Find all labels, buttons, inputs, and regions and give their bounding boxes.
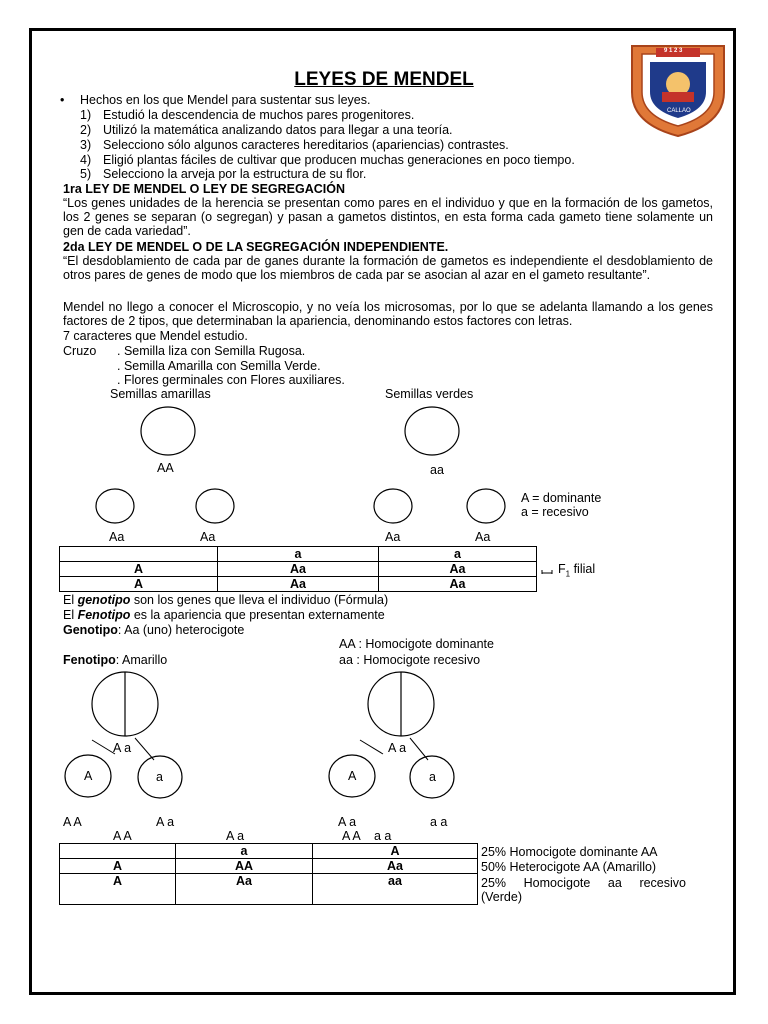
table-row — [60, 874, 478, 905]
fact-number: 1) — [80, 108, 92, 122]
table-cell: A — [313, 844, 478, 859]
table-cell: Aa — [176, 874, 313, 905]
bullet-icon: • — [60, 93, 65, 107]
gamete-label: Aa — [109, 530, 125, 544]
fact-number: 5) — [80, 167, 92, 181]
table-cell: A — [60, 859, 176, 874]
fact-number: 2) — [80, 123, 92, 137]
def-term: Fenotipo — [77, 608, 131, 622]
cruzo-item: . Semilla liza con Semilla Rugosa. — [117, 344, 306, 358]
law1-text: “Los genes unidades de la herencia se presentan como pares en el individuo y que en la formación de los gametos, los 2 genes se separan (o segregan) y pasan a gametos distintos, en esta forma cada gameto tiene solamente un gen de cada variedad”. — [63, 196, 713, 238]
table-cell — [60, 844, 176, 859]
legend-dominant: A = dominante — [521, 491, 602, 505]
fact-text: Utilizó la matemática analizando datos para llegar a una teoría. — [103, 123, 453, 137]
parent-circle-green — [405, 407, 459, 455]
f1-filial-label — [558, 562, 595, 582]
table-cell: Aa — [218, 577, 379, 592]
def-body: son los genes que lleva el individuo (Fórmula) — [130, 593, 389, 607]
offspring-label: A A — [113, 829, 132, 843]
gamete-circle — [374, 489, 412, 523]
genotipo-label: Genotipo — [63, 623, 118, 637]
microscope-text: Mendel no llego a conocer el Microscopio, y no veía los microsomas, por lo que se adelanta llamando a los genes factores de 2 tipos, que determinaban la apariencia, denominando estos factores con letras. — [63, 300, 713, 328]
f1-subscript: 1 — [565, 569, 571, 579]
fact-number: 4) — [80, 153, 92, 167]
characters-line: 7 caracteres que Mendel estudio. — [63, 329, 248, 343]
table-cell: A — [60, 562, 218, 577]
fenotipo-line — [63, 653, 167, 667]
table-row — [60, 577, 537, 592]
offspring-label: A A — [63, 815, 82, 829]
law1-heading: 1ra LEY DE MENDEL O LEY DE SEGREGACIÓN — [63, 182, 346, 196]
table-cell — [60, 547, 218, 562]
allele-label: A — [84, 769, 93, 783]
table-cell: Aa — [379, 562, 537, 577]
offspring-label: A a — [338, 815, 357, 829]
punnett-table-1 — [59, 546, 537, 592]
table-row — [60, 562, 537, 577]
table-row — [60, 859, 478, 874]
fenotipo-label: Fenotipo — [63, 653, 116, 667]
table-cell: Aa — [218, 562, 379, 577]
offspring-label: A A a a — [342, 829, 392, 843]
ratio-note: 25% Homocigote aa recesivo (Verde) — [481, 876, 690, 904]
table-cell: AA — [176, 859, 313, 874]
fact-text: Eligió plantas fáciles de cultivar que producen muchas generaciones en poco tiempo. — [103, 153, 575, 167]
gamete-circle — [96, 489, 134, 523]
ratio-note: 50% Heterocigote AA (Amarillo) — [481, 860, 657, 874]
genotipo-line — [63, 623, 244, 637]
punnett-table-2 — [59, 843, 478, 905]
genotipo-definition — [63, 593, 388, 607]
law2-heading: 2da LEY DE MENDEL O DE LA SEGREGACIÓN INDEPENDIENTE. — [63, 240, 449, 254]
def-term: genotipo — [77, 593, 131, 607]
table-row — [60, 844, 478, 859]
parent-label: A a — [388, 741, 407, 755]
diagram1-left-label: Semillas amarillas — [110, 387, 211, 401]
table-cell: A — [60, 874, 176, 905]
diagram1-right-label: Semillas verdes — [385, 387, 474, 401]
legend-recessive: a = recesivo — [521, 505, 589, 519]
intro-text: Hechos en los que Mendel para sustentar sus leyes. — [80, 93, 371, 107]
gamete-label: Aa — [475, 530, 491, 544]
genotipo-value: : Aa (uno) heterocigote — [117, 623, 245, 637]
homocigote-recessive: aa : Homocigote recesivo — [339, 653, 481, 667]
allele-label: a — [429, 770, 436, 784]
table-cell: Aa — [313, 859, 478, 874]
def-body: es la apariencia que presentan externamente — [130, 608, 385, 622]
parent-genotype-right: aa — [430, 463, 444, 477]
fenotipo-value: : Amarillo — [115, 653, 168, 667]
offspring-label: a a — [430, 815, 448, 829]
offspring-label: A a — [156, 815, 175, 829]
fact-number: 3) — [80, 138, 92, 152]
table-cell: a — [379, 547, 537, 562]
table-cell: Aa — [379, 577, 537, 592]
logo-bottom-text: CALLAO — [667, 108, 691, 114]
cruzo-item: . Semilla Amarilla con Semilla Verde. — [117, 359, 321, 373]
gamete-label: Aa — [200, 530, 216, 544]
gamete-circle — [196, 489, 234, 523]
parent-genotype-left: AA — [157, 461, 174, 475]
page-title: LEYES DE MENDEL — [294, 69, 474, 90]
homocigote-dominant: AA : Homocigote dominante — [339, 637, 494, 651]
table-cell: a — [218, 547, 379, 562]
table-cell: a — [176, 844, 313, 859]
allele-label: A — [348, 769, 357, 783]
logo-top-text: 9 1 2 3 — [664, 48, 683, 54]
def-prefix: El — [63, 593, 78, 607]
gamete-circle — [467, 489, 505, 523]
cruzo-item: . Flores germinales con Flores auxiliares. — [117, 373, 345, 387]
f1-letter: F — [558, 562, 566, 576]
law2-text: “El desdoblamiento de cada par de ganes durante la formación de gametos es independiente el desdoblamiento de otros pares de genes de modo que los miembros de cada par se asocian al azar en el gameto resultante”. — [63, 254, 713, 282]
cruzo-label: Cruzo — [63, 344, 97, 358]
parent-circle-yellow — [141, 407, 195, 455]
fact-text: Estudió la descendencia de muchos pares progenitores. — [103, 108, 415, 122]
fact-text: Selecciono la arveja por la estructura de su flor. — [103, 167, 367, 181]
ratio-note: 25% Homocigote dominante AA — [481, 845, 658, 859]
table-cell: aa — [313, 874, 478, 905]
offspring-label: A a — [226, 829, 245, 843]
parent-label: A a — [113, 741, 132, 755]
table-row — [60, 547, 537, 562]
fenotipo-definition — [63, 608, 385, 622]
allele-label: a — [156, 770, 163, 784]
fact-text: Selecciono sólo algunos caracteres hereditarios (apariencias) contrastes. — [103, 138, 509, 152]
def-prefix: El — [63, 608, 78, 622]
table-cell: A — [60, 577, 218, 592]
gamete-label: Aa — [385, 530, 401, 544]
f1-suffix: filial — [570, 562, 596, 576]
